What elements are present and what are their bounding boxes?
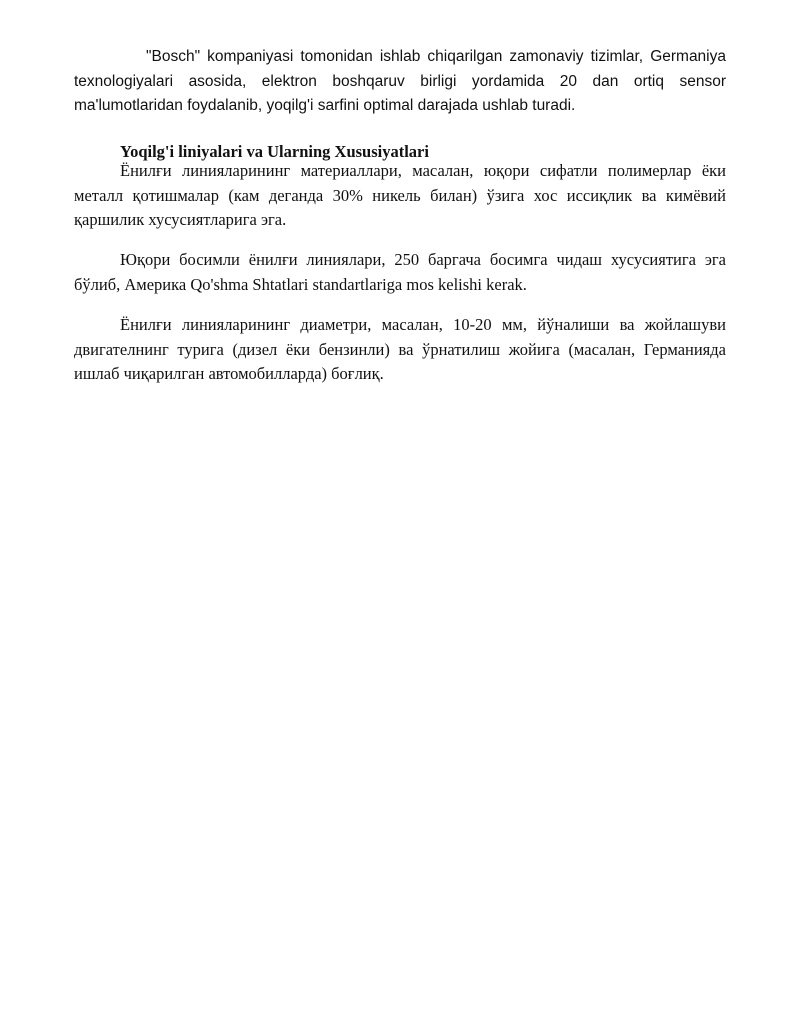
paragraph-diameter: Ёнилғи линияларининг диаметри, масалан, 10-20 мм, йўналиши ва жойлашуви двигателнинг турига (дизел ёки бензинли) ва ўрнатилиш жойига (масалан, Германияда ишлаб чиқарилган автомобилларда) боғлиқ.: [74, 315, 726, 383]
section-heading: Yoqilg'i liniyalari va Ularning Xususiyatlari: [120, 142, 429, 161]
paragraph-high-pressure: Юқори босимли ёнилғи линиялари, 250 баргача босимга чидаш хусусиятига эга бўлиб, Америка Qo'shma Shtatlari standartlariga mos kelishi kerak.: [74, 250, 726, 294]
paragraph-bosch-systems: "Bosch" kompaniyasi tomonidan ishlab chiqarilgan zamonaviy tizimlar, Germaniya texnologiyalari asosida, elektron boshqaruv birligi yordamida 20 dan ortiq sensor ma'lumotlaridan foydalanib, yoqilg'i sarfini optimal darajada ushlab turadi.: [74, 48, 726, 114]
paragraph-materials: Ёнилғи линияларининг материаллари, масалан, юқори сифатли полимерлар ёки металл қотишмалар (кам деганда 30% никель билан) ўзига хос иссиқлик ва кимёвий қаршилик хусусиятларига эга.: [74, 161, 726, 229]
